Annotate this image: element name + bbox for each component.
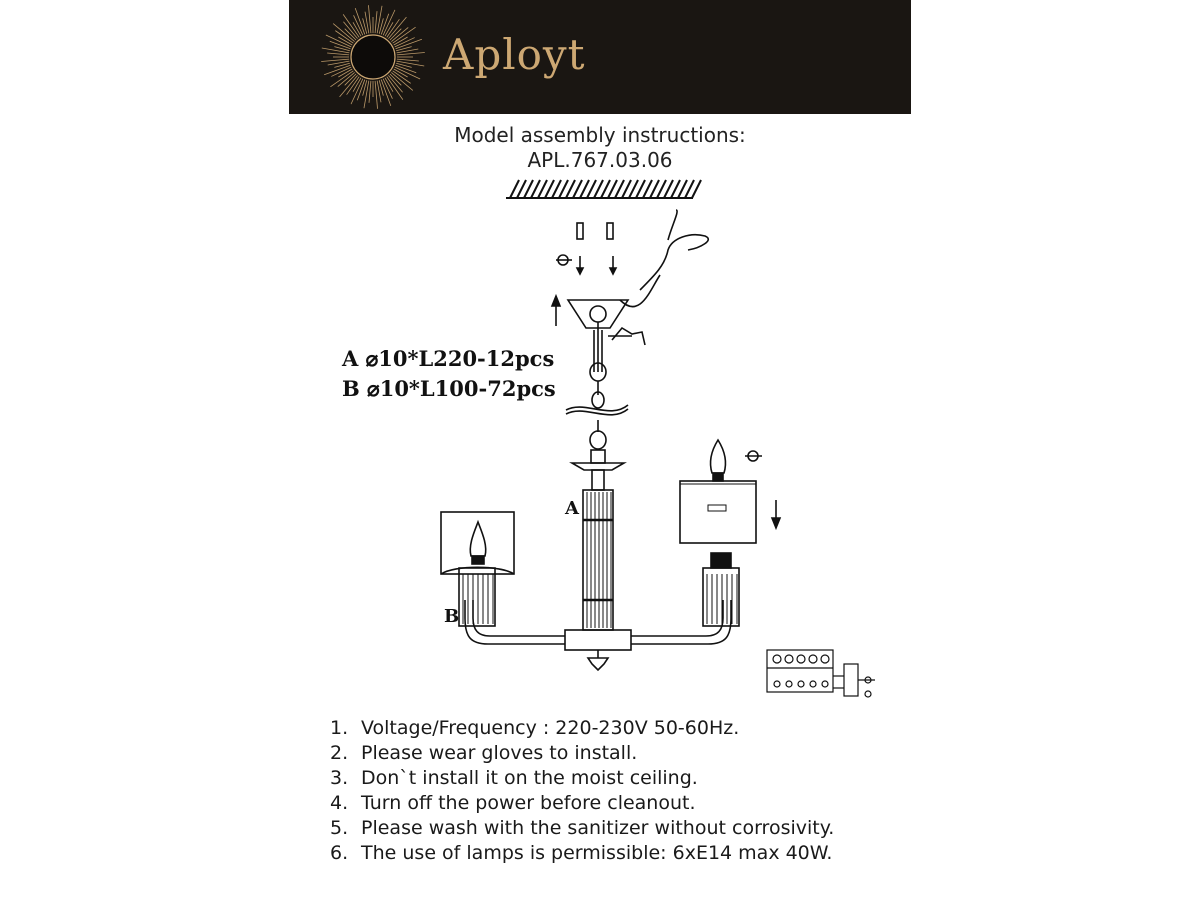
spec-part-b: B ⌀10*L100-72pcs xyxy=(342,376,556,401)
center-column xyxy=(572,450,624,630)
right-candle-cup xyxy=(703,553,739,626)
mounting-screws xyxy=(556,223,616,274)
instruction-item xyxy=(330,766,834,791)
chain xyxy=(566,363,628,449)
power-wire xyxy=(640,235,708,290)
page-title: Model assembly instructions: xyxy=(454,123,746,147)
power-wire-2 xyxy=(668,210,677,240)
ceiling-canopy xyxy=(568,300,645,372)
instruction-number: 2. xyxy=(330,742,349,764)
chandelier-arms xyxy=(465,600,731,670)
instruction-item xyxy=(330,716,834,741)
ceiling-hatch xyxy=(506,180,701,198)
instruction-item xyxy=(330,741,834,766)
instructions-list xyxy=(330,716,834,866)
down-arrow-icon xyxy=(772,500,780,528)
instruction-text: Please wear gloves to install. xyxy=(361,742,638,764)
instruction-number: 4. xyxy=(330,792,349,814)
instruction-text: Please wash with the sanitizer without corrosivity. xyxy=(361,817,835,839)
left-lamp-shade xyxy=(441,512,514,574)
instruction-item xyxy=(330,841,834,866)
instruction-item xyxy=(330,791,834,816)
instruction-text: The use of lamps is permissible: 6xE14 max 40W. xyxy=(361,842,833,864)
wiring-diagram xyxy=(767,650,875,697)
instruction-number: 5. xyxy=(330,817,349,839)
spec-part-a: A ⌀10*L220-12pcs xyxy=(342,346,555,371)
part-label-a: A xyxy=(565,498,579,519)
up-arrow-icon xyxy=(552,296,560,326)
instruction-item xyxy=(330,816,834,841)
rotate-icon xyxy=(745,451,762,461)
brand-logo-text: Aployt xyxy=(443,30,586,79)
instruction-number: 6. xyxy=(330,842,349,864)
part-label-b: B xyxy=(444,606,460,627)
instruction-number: 3. xyxy=(330,767,349,789)
instruction-number: 1. xyxy=(330,717,349,739)
instruction-text: Turn off the power before cleanout. xyxy=(361,792,696,814)
model-number: APL.767.03.06 xyxy=(527,148,673,172)
instruction-text: Voltage/Frequency : 220-230V 50-60Hz. xyxy=(361,717,740,739)
instruction-text: Don`t install it on the moist ceiling. xyxy=(361,767,698,789)
right-lamp-shade xyxy=(680,440,756,543)
